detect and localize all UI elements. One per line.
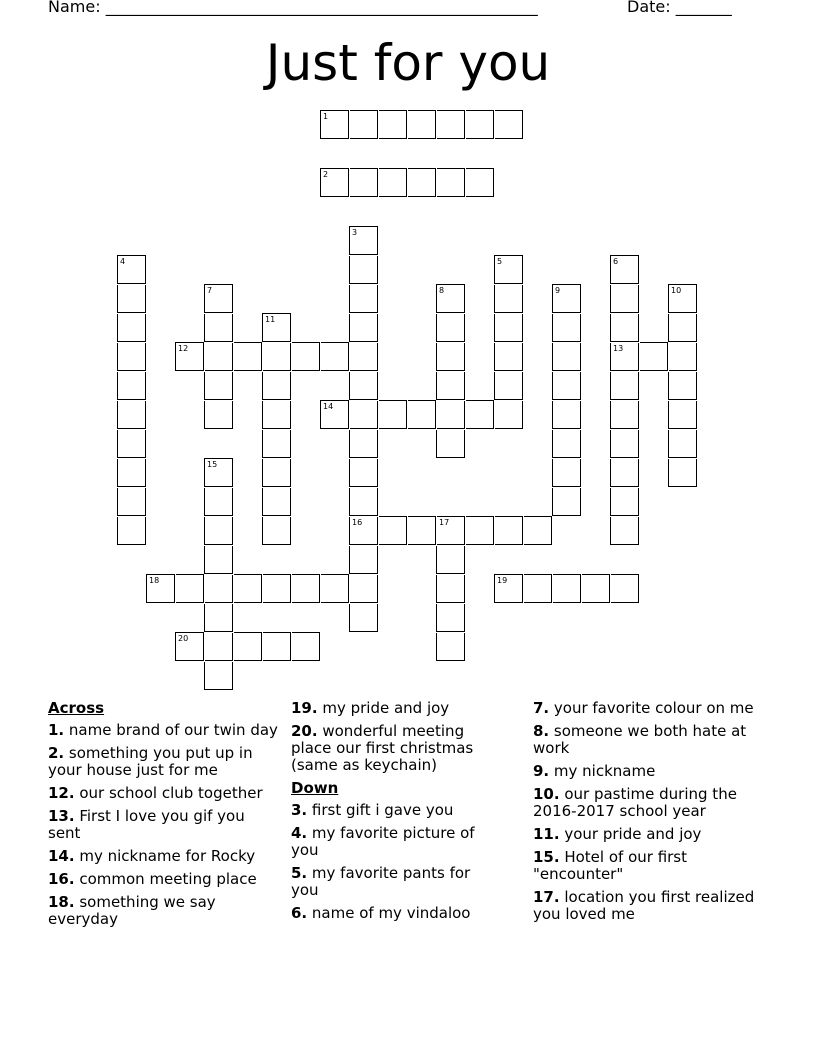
clue-number: 19.	[291, 699, 318, 717]
cell-number: 6	[613, 257, 619, 266]
clue-text: our pastime during the 2016-2017 school year	[533, 785, 737, 820]
grid-cell[interactable]	[494, 285, 523, 313]
grid-cell[interactable]	[379, 400, 407, 429]
clue-down-17	[533, 889, 758, 923]
grid-cell[interactable]	[495, 110, 523, 139]
grid-cell[interactable]	[117, 430, 146, 458]
grid-cell[interactable]	[640, 342, 668, 371]
name-blank[interactable]: ______________________________________________________	[105, 0, 538, 16]
cell-number: 18	[149, 576, 160, 585]
grid-cell[interactable]	[494, 343, 523, 371]
grid-cell[interactable]	[204, 314, 233, 342]
clue-number: 12.	[48, 784, 75, 802]
grid-cell[interactable]	[349, 546, 378, 574]
clue-down-15	[533, 849, 758, 883]
down-heading: Down	[291, 779, 339, 797]
clue-text: wonderful meeting place our first christmas (same as keychain)	[291, 722, 474, 774]
grid-cell[interactable]	[379, 110, 407, 139]
grid-cell[interactable]	[117, 285, 146, 313]
date-blank[interactable]: _______	[675, 0, 732, 16]
grid-cell[interactable]	[349, 256, 378, 284]
grid-cell[interactable]	[117, 314, 146, 342]
grid-cell[interactable]	[437, 110, 465, 139]
clue-text: my nickname for Rocky	[74, 847, 256, 865]
grid-cell[interactable]	[436, 430, 465, 458]
grid-cell[interactable]	[668, 314, 697, 342]
grid-cell[interactable]	[350, 343, 378, 371]
cell-number: 14	[323, 402, 334, 411]
grid-cell[interactable]	[204, 517, 233, 545]
cell-number: 11	[265, 315, 276, 324]
clue-across-12	[48, 785, 278, 802]
clue-text: name brand of our twin day	[64, 721, 278, 739]
grid-cell[interactable]	[262, 488, 291, 516]
clue-down-6	[291, 905, 491, 922]
grid-cell[interactable]	[552, 314, 581, 342]
grid-cell[interactable]	[408, 516, 436, 545]
grid-cell[interactable]	[176, 574, 204, 603]
cell-number: 5	[497, 257, 503, 266]
grid-cell[interactable]	[262, 517, 291, 545]
grid-cell[interactable]	[437, 168, 465, 197]
clue-number: 9.	[533, 762, 550, 780]
grid-cell[interactable]	[436, 343, 465, 371]
clue-across-2	[48, 745, 278, 779]
grid-cell[interactable]	[234, 632, 262, 661]
grid-cell[interactable]	[263, 632, 291, 661]
grid-cell[interactable]	[668, 401, 697, 429]
grid-cell[interactable]	[117, 488, 146, 516]
grid-cell[interactable]	[204, 604, 233, 632]
cell-number: 19	[497, 576, 508, 585]
clue-text: location you first realized you loved me	[533, 888, 755, 923]
grid-cell[interactable]	[350, 168, 378, 197]
grid-cell[interactable]	[436, 314, 465, 342]
clue-across-16	[48, 871, 278, 888]
grid-cell[interactable]	[349, 459, 378, 487]
clue-column-3	[533, 700, 758, 929]
grid-cell[interactable]	[117, 459, 146, 487]
grid-cell[interactable]	[234, 574, 262, 603]
grid-cell[interactable]	[408, 168, 436, 197]
grid-cell[interactable]	[436, 546, 465, 574]
grid-cell[interactable]	[610, 285, 639, 313]
page-title: Just for you	[265, 34, 551, 92]
clue-number: 7.	[533, 699, 550, 717]
grid-cell[interactable]	[263, 574, 291, 603]
clue-across-19	[291, 700, 491, 717]
clue-down-11	[533, 826, 758, 843]
clue-text: my favorite pants for you	[291, 864, 471, 899]
grid-cell[interactable]	[204, 662, 233, 690]
grid-cell[interactable]	[204, 401, 233, 429]
grid-cell[interactable]	[466, 168, 494, 197]
clue-text: your favorite colour on me	[549, 699, 754, 717]
grid-cell[interactable]	[495, 516, 523, 545]
clue-text: my favorite picture of you	[291, 824, 475, 859]
grid-cell[interactable]	[350, 575, 378, 603]
grid-cell[interactable]	[262, 372, 291, 400]
clue-text: my pride and joy	[317, 699, 450, 717]
grid-cell[interactable]	[552, 401, 581, 429]
clue-text: something you put up in your house just for me	[48, 744, 253, 779]
cell-number: 13	[613, 344, 624, 353]
grid-cell[interactable]	[204, 372, 233, 400]
grid-cell[interactable]	[292, 632, 320, 661]
grid-cell[interactable]	[262, 459, 291, 487]
clue-text: first gift i gave you	[307, 801, 454, 819]
grid-cell[interactable]	[262, 401, 291, 429]
clue-column-2	[291, 700, 491, 928]
grid-cell[interactable]	[379, 516, 407, 545]
grid-cell[interactable]	[437, 401, 465, 429]
grid-cell[interactable]	[668, 372, 697, 400]
clue-number: 5.	[291, 864, 308, 882]
grid-cell[interactable]	[552, 372, 581, 400]
grid-cell[interactable]	[494, 314, 523, 342]
grid-cell[interactable]	[262, 430, 291, 458]
grid-cell[interactable]	[205, 343, 233, 371]
clue-down-9	[533, 763, 758, 780]
clue-number: 13.	[48, 807, 75, 825]
grid-cell[interactable]	[204, 488, 233, 516]
clue-number: 6.	[291, 904, 308, 922]
grid-cell[interactable]	[349, 604, 378, 632]
grid-cell[interactable]	[466, 516, 494, 545]
grid-cell[interactable]	[436, 575, 465, 603]
cell-number: 4	[120, 257, 126, 266]
grid-cell[interactable]	[669, 343, 697, 371]
clue-number: 8.	[533, 722, 550, 740]
grid-cell[interactable]	[611, 574, 639, 603]
grid-cell[interactable]	[292, 574, 320, 603]
grid-cell[interactable]	[610, 459, 639, 487]
grid-cell[interactable]	[349, 314, 378, 342]
clue-down-3	[291, 802, 491, 819]
grid-cell[interactable]	[552, 488, 581, 516]
grid-cell[interactable]	[552, 343, 581, 371]
clue-down-5	[291, 865, 491, 899]
clue-text: Hotel of our first "encounter"	[533, 848, 688, 883]
grid-cell[interactable]	[668, 459, 697, 487]
clue-across-18	[48, 894, 278, 928]
clue-number: 17.	[533, 888, 560, 906]
grid-cell[interactable]	[610, 401, 639, 429]
grid-cell[interactable]	[349, 372, 378, 400]
grid-cell[interactable]	[321, 574, 349, 603]
grid-cell[interactable]	[379, 168, 407, 197]
grid-cell[interactable]	[610, 517, 639, 545]
clue-down-10	[533, 786, 758, 820]
clue-text: name of my vindaloo	[307, 904, 471, 922]
grid-cell[interactable]	[466, 110, 494, 139]
grid-cell[interactable]	[553, 574, 581, 603]
clue-number: 10.	[533, 785, 560, 803]
grid-cell[interactable]	[668, 430, 697, 458]
grid-cell[interactable]	[349, 430, 378, 458]
grid-cell[interactable]	[117, 343, 146, 371]
grid-cell[interactable]	[524, 574, 552, 603]
grid-cell[interactable]	[292, 342, 320, 371]
cell-number: 9	[555, 286, 561, 295]
grid-cell[interactable]	[524, 516, 552, 545]
grid-cell[interactable]	[436, 372, 465, 400]
clue-across-14	[48, 848, 278, 865]
clue-text: something we say everyday	[48, 893, 216, 928]
cell-number: 20	[178, 634, 189, 643]
clue-across-20	[291, 723, 491, 774]
grid-cell[interactable]	[466, 400, 494, 429]
grid-cell[interactable]	[408, 110, 436, 139]
grid-cell[interactable]	[321, 342, 349, 371]
grid-cell[interactable]	[552, 430, 581, 458]
grid-cell[interactable]	[495, 401, 523, 429]
grid-cell[interactable]	[610, 488, 639, 516]
clue-number: 16.	[48, 870, 75, 888]
cell-number: 7	[207, 286, 213, 295]
cell-number: 3	[352, 228, 358, 237]
clue-number: 11.	[533, 825, 560, 843]
grid-cell[interactable]	[205, 575, 233, 603]
grid-cell[interactable]	[610, 314, 639, 342]
grid-cell[interactable]	[350, 401, 378, 429]
grid-cell[interactable]	[494, 372, 523, 400]
grid-cell[interactable]	[610, 372, 639, 400]
cell-number: 1	[323, 112, 329, 121]
grid-cell[interactable]	[408, 400, 436, 429]
clue-number: 4.	[291, 824, 308, 842]
clue-down-7	[533, 700, 758, 717]
clue-text: First I love you gif you sent	[48, 807, 245, 842]
grid-cell[interactable]	[117, 517, 146, 545]
clue-across-13	[48, 808, 278, 842]
grid-cell[interactable]	[582, 574, 610, 603]
grid-cell[interactable]	[436, 633, 465, 661]
clue-down-8	[533, 723, 758, 757]
grid-cell[interactable]	[349, 285, 378, 313]
clue-text: my nickname	[549, 762, 656, 780]
clue-number: 14.	[48, 847, 75, 865]
clue-number: 20.	[291, 722, 318, 740]
grid-cell[interactable]	[234, 342, 262, 371]
cell-number: 15	[207, 460, 218, 469]
cell-number: 2	[323, 170, 329, 179]
clue-number: 1.	[48, 721, 65, 739]
clue-number: 15.	[533, 848, 560, 866]
across-heading: Across	[48, 699, 105, 717]
cell-number: 12	[178, 344, 189, 353]
cell-number: 17	[439, 518, 450, 527]
clue-number: 18.	[48, 893, 75, 911]
grid-cell[interactable]	[263, 343, 291, 371]
grid-cell[interactable]	[610, 430, 639, 458]
grid-cell[interactable]	[349, 488, 378, 516]
clue-down-4	[291, 825, 491, 859]
grid-cell[interactable]	[205, 633, 233, 661]
clue-text: someone we both hate at work	[533, 722, 747, 757]
clue-number: 3.	[291, 801, 308, 819]
grid-cell[interactable]	[436, 604, 465, 632]
grid-cell[interactable]	[117, 401, 146, 429]
cell-number: 16	[352, 518, 363, 527]
grid-cell[interactable]	[117, 372, 146, 400]
grid-cell[interactable]	[552, 459, 581, 487]
clue-number: 2.	[48, 744, 65, 762]
clue-column-1	[48, 700, 278, 934]
grid-cell[interactable]	[204, 546, 233, 574]
cell-number: 10	[671, 286, 682, 295]
date-label: Date:	[627, 0, 676, 16]
clue-across-1	[48, 722, 278, 739]
cell-number: 8	[439, 286, 445, 295]
clue-text: our school club together	[74, 784, 263, 802]
clue-text: common meeting place	[74, 870, 257, 888]
clue-text: your pride and joy	[559, 825, 702, 843]
grid-cell[interactable]	[350, 110, 378, 139]
name-label: Name:	[48, 0, 106, 16]
